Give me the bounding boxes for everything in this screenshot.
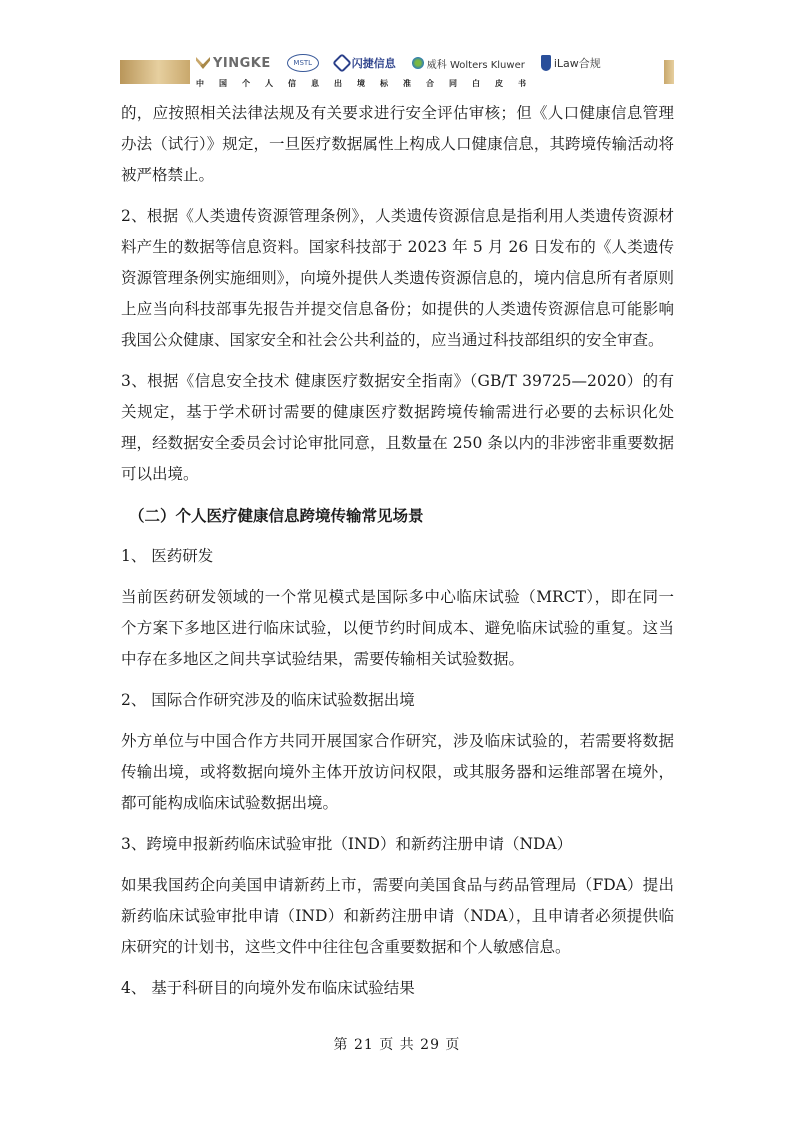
yingke-logo <box>196 56 271 71</box>
wolters-kluwer-logo-text: 威科 Wolters Kluwer <box>426 59 525 71</box>
shanjie-logo-text: 闪捷信息 <box>351 57 396 70</box>
mstl-logo <box>287 54 319 72</box>
page-body <box>121 98 674 1014</box>
item-1-title: 1、 医药研发 <box>121 547 214 565</box>
paragraph-continuation: 的，应按照相关法律法规及有关要求进行安全评估审核；但《人口健康信息管理办法（试行）》规定，一旦医疗数据属性上构成人口健康信息，其跨境传输活动将被严格禁止。 <box>121 104 674 184</box>
item-2-text: 外方单位与中国合作方共同开展国家合作研究，涉及临床试验的，若需要将数据传输出境，或将数据向境外主体开放访问权限，或其服务器和运维部署在境外，都可能构成临床试验数据出境。 <box>121 732 674 812</box>
header-gold-bar-right <box>664 60 674 84</box>
item-2-title: 2、 国际合作研究涉及的临床试验数据出境 <box>121 691 415 709</box>
item-3-text: 如果我国药企向美国申请新药上市，需要向美国食品与药品管理局（FDA）提出新药临床试验审批申请（IND）和新药注册申请（NDA），且申请者必须提供临床研究的计划书，这些文件中往往包含重要数据和个人敏感信息。 <box>121 876 674 956</box>
ilaw-logo <box>541 55 601 71</box>
item-4-title: 4、 基于科研目的向境外发布临床试验结果 <box>121 979 415 997</box>
wolters-kluwer-mark-icon <box>412 57 424 69</box>
paragraph-item-3: 3、根据《信息安全技术 健康医疗数据安全指南》（GB/T 39725—2020）的有关规定，基于学术研讨需要的健康医疗数据跨境传输需进行必要的去标识化处理，经数据安全委员会讨论审批同意，且数量在 250 条以内的非涉密非重要数据可以出境。 <box>121 372 674 483</box>
wolters-kluwer-logo <box>412 56 525 71</box>
mstl-logo-mark: MSTL <box>287 54 319 72</box>
page-header <box>0 52 794 92</box>
ilaw-logo-text: iLaw合规 <box>553 57 601 70</box>
ilaw-mark-icon <box>541 55 551 71</box>
shanjie-logo <box>335 55 396 71</box>
paragraph-item-2: 2、根据《人类遗传资源管理条例》，人类遗传资源信息是指利用人类遗传资源材料产生的数据等信息资料。国家科技部于 2023 年 5 月 26 日发布的《人类遗传资源管理条例实施细则》，向境外提供人类遗传资源信息的，境内信息所有者原则上应当向科技部事先报告并提交信息备份；如提供的人类遗传资源信息可能影响我国公众健康、国家安全和社会公共利益的，应当通过科技部组织的安全审查。 <box>121 207 674 349</box>
section-heading: （二）个人医疗健康信息跨境传输常见场景 <box>129 506 424 525</box>
item-3-title: 3、跨境申报新药临床试验审批（IND）和新药注册申请（NDA） <box>121 835 573 853</box>
page-number: 第 21 页 共 29 页 <box>333 1037 461 1053</box>
header-subtitle: 中国个人信息出境标准合同白皮书 <box>196 79 541 88</box>
shanjie-mark-icon <box>332 53 352 73</box>
header-gold-bar <box>120 60 190 84</box>
yingke-logo-text: YINGKE <box>213 55 271 71</box>
item-1-text: 当前医药研发领域的一个常见模式是国际多中心临床试验（MRCT），即在同一个方案下多地区进行临床试验，以便节约时间成本、避免临床试验的重复。这当中存在多地区之间共享试验结果，需要传输相关试验数据。 <box>121 588 674 668</box>
partner-logos <box>196 52 656 74</box>
yingke-mark-icon <box>196 57 210 69</box>
